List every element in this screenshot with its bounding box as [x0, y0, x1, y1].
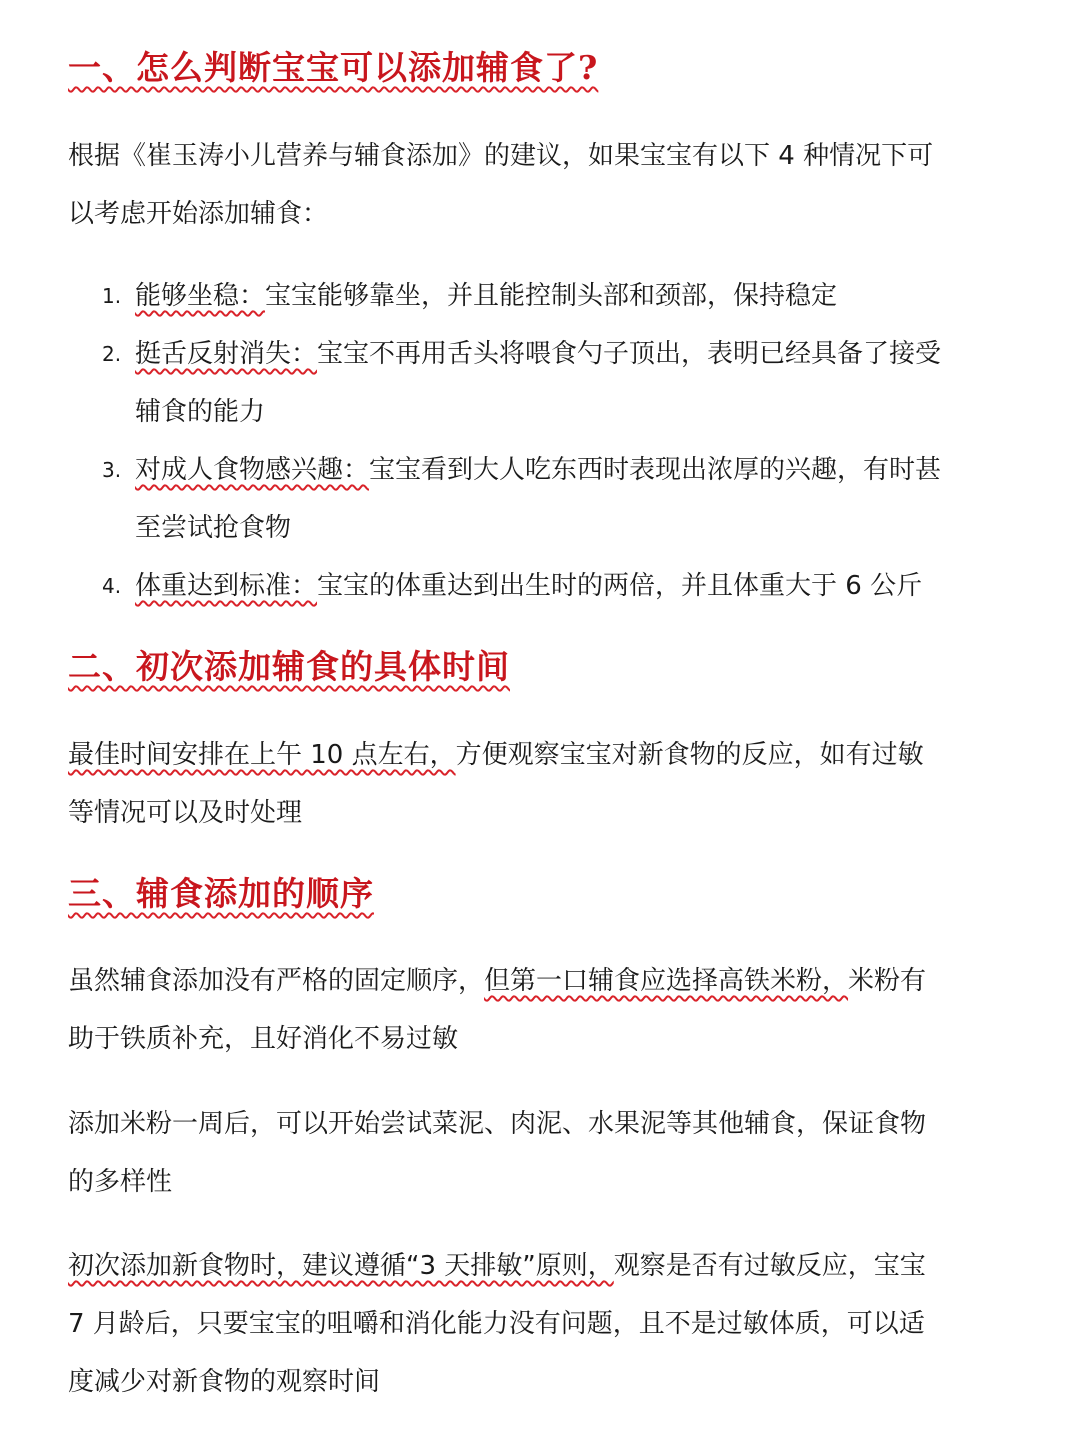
section-3-paragraph-1: [68, 952, 998, 1068]
list-item-text: 宝宝能够靠坐，并且能控制头部和颈部，保持稳定: [265, 281, 838, 311]
section-3-paragraph-3: [68, 1237, 998, 1411]
list-item: [0, 267, 1080, 325]
section-3-p2-line1: 添加米粉一周后，可以开始尝试菜泥、肉泥、水果泥等其他辅食，保证食物: [68, 1109, 927, 1139]
section-2-title: 二、初次添加辅食的具体时间: [68, 647, 510, 686]
list-item-label: 对成人食物感兴趣：: [135, 455, 370, 485]
section-3-paragraph-2: [68, 1095, 998, 1211]
list-item: [0, 441, 1080, 557]
list-item-text-continued: 至尝试抢食物: [135, 513, 292, 543]
section-1-title: 一、怎么判断宝宝可以添加辅食了?: [68, 48, 599, 87]
list-item: [0, 557, 1080, 615]
section-3-p3-line3: 度减少对新食物的观察时间: [68, 1367, 381, 1397]
section-3-p3-line2: 7 月龄后，只要宝宝的咀嚼和消化能力没有问题，且不是过敏体质，可以适: [68, 1309, 925, 1339]
section-2-paragraph: [68, 726, 998, 842]
section-3-p3-highlight: 初次添加新食物时，建议遵循“3 天排敏”原则，: [68, 1251, 614, 1281]
list-item-label: 挺舌反射消失：: [135, 339, 318, 369]
list-item: [0, 325, 1080, 441]
section-1-heading: [68, 44, 598, 92]
section-3-p3-rest: 观察是否有过敏反应，宝宝: [613, 1251, 926, 1281]
section-1-intro-line2: 以考虑开始添加辅食：: [68, 199, 329, 229]
list-item-number: 4.: [102, 574, 122, 598]
section-3-p1-line2: 助于铁质补充，且好消化不易过敏: [68, 1024, 459, 1054]
section-2-highlight: 最佳时间安排在上午 10 点左右，: [68, 740, 456, 770]
section-3-heading: [68, 870, 374, 918]
list-item-number: 2.: [102, 342, 122, 366]
section-2-text: 方便观察宝宝对新食物的反应，如有过敏: [455, 740, 924, 770]
list-item-text: 宝宝不再用舌头将喂食勺子顶出，表明已经具备了接受: [317, 339, 942, 369]
list-item-text: 宝宝的体重达到出生时的两倍，并且体重大于 6 公斤: [317, 571, 923, 601]
section-3-title: 三、辅食添加的顺序: [68, 874, 374, 913]
section-2-text-line2: 等情况可以及时处理: [68, 798, 303, 828]
section-1-intro: [68, 127, 998, 243]
list-item-text: 宝宝看到大人吃东西时表现出浓厚的兴趣，有时甚: [369, 455, 942, 485]
signs-list: [0, 267, 1080, 615]
list-item-text-continued: 辅食的能力: [135, 397, 266, 427]
list-item-number: 3.: [102, 458, 122, 482]
section-3-p1-after: 米粉有: [848, 966, 927, 996]
list-item-number: 1.: [102, 284, 122, 308]
section-3-p2-line2: 的多样性: [68, 1167, 173, 1197]
list-item-label: 体重达到标准：: [135, 571, 318, 601]
list-item-label: 能够坐稳：: [135, 281, 266, 311]
section-1-intro-line1: 根据《崔玉涛小儿营养与辅食添加》的建议，如果宝宝有以下 4 种情况下可: [68, 141, 934, 171]
section-3-p1-before: 虽然辅食添加没有严格的固定顺序，: [68, 966, 485, 996]
section-2-heading: [68, 643, 510, 691]
section-3-p1-highlight: 但第一口辅食应选择高铁米粉，: [484, 966, 849, 996]
